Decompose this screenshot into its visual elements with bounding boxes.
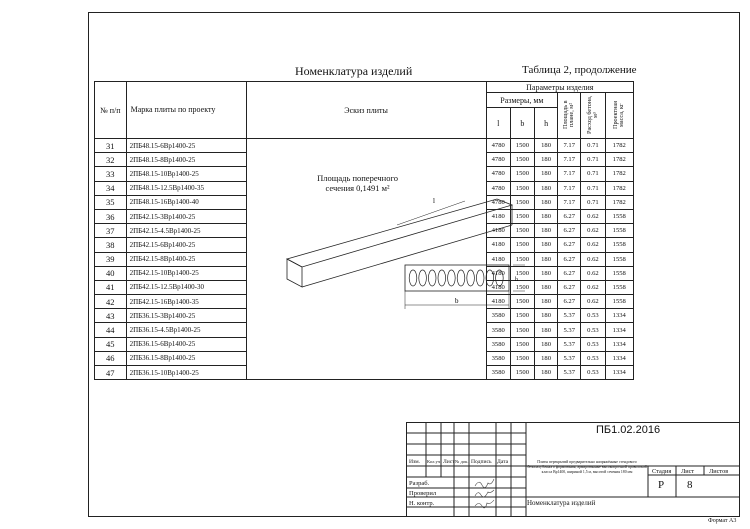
sketch-caption-line-2: сечения 0,1491 м² xyxy=(325,183,390,194)
row-h: 180 xyxy=(535,224,558,238)
stadia-value: Р xyxy=(658,479,665,491)
row-concrete: 0.53 xyxy=(581,323,605,337)
slab-void xyxy=(409,270,417,286)
sheet-title: Номенклатура изделий xyxy=(527,499,596,507)
row-h: 180 xyxy=(535,167,558,181)
row-mass: 1782 xyxy=(605,167,633,181)
row-mark: 2ПБ42.15-4.5Вр1400-25 xyxy=(126,224,246,238)
row-b: 1500 xyxy=(510,209,534,223)
row-area: 6.27 xyxy=(558,295,581,309)
row-number: 42 xyxy=(95,295,127,309)
row-number: 34 xyxy=(95,181,127,195)
row-concrete: 0.62 xyxy=(581,209,605,223)
row-l: 3580 xyxy=(486,323,510,337)
row-h: 180 xyxy=(535,366,558,380)
row-mark: 2ПБ42.15-3Вр1400-25 xyxy=(126,209,246,223)
row-mark: 2ПБ36.15-6Вр1400-25 xyxy=(126,337,246,351)
row-b: 1500 xyxy=(510,139,534,153)
row-l: 3580 xyxy=(486,337,510,351)
document-code: ПБ1.02.2016 xyxy=(596,424,661,436)
row-mark: 2ПБ48.15-16Вр1400-40 xyxy=(126,195,246,209)
row-mark: 2ПБ48.15-8Вр1400-25 xyxy=(126,153,246,167)
row-b: 1500 xyxy=(510,295,534,309)
table-caption: Таблица 2, продолжение xyxy=(522,64,637,76)
header-h: h xyxy=(535,108,558,139)
row-b: 1500 xyxy=(510,351,534,365)
row-mass: 1334 xyxy=(605,337,633,351)
row-h: 180 xyxy=(535,295,558,309)
nomenclature-table xyxy=(94,81,634,380)
stadia-label: Стадия xyxy=(652,468,672,475)
proveril-label: Проверил xyxy=(409,490,437,497)
row-area: 6.27 xyxy=(558,238,581,252)
col-izm: Изм. xyxy=(409,459,421,465)
row-area: 5.37 xyxy=(558,323,581,337)
row-mass: 1334 xyxy=(605,323,633,337)
slab-void xyxy=(447,270,455,286)
row-mark: 2ПБ42.15-8Вр1400-25 xyxy=(126,252,246,266)
row-h: 180 xyxy=(535,280,558,294)
listov-label: Листов xyxy=(709,468,729,475)
header-b: b xyxy=(510,108,534,139)
row-h: 180 xyxy=(535,266,558,280)
row-number: 37 xyxy=(95,224,127,238)
table-row xyxy=(95,139,634,153)
row-mass: 1558 xyxy=(605,295,633,309)
row-mass: 1782 xyxy=(605,195,633,209)
row-l: 4780 xyxy=(486,195,510,209)
format-label: Формат А3 xyxy=(708,518,737,524)
row-b: 1500 xyxy=(510,266,534,280)
signatures xyxy=(472,478,496,516)
row-mark: 2ПБ36.15-4.5Вр1400-25 xyxy=(126,323,246,337)
row-concrete: 0.62 xyxy=(581,280,605,294)
row-concrete: 0.62 xyxy=(581,238,605,252)
row-h: 180 xyxy=(535,337,558,351)
row-l: 3580 xyxy=(486,309,510,323)
row-l: 4780 xyxy=(486,153,510,167)
slab-void xyxy=(438,270,446,286)
row-area: 6.27 xyxy=(558,266,581,280)
sketch-label-h: h xyxy=(514,277,518,283)
row-concrete: 0.71 xyxy=(581,153,605,167)
row-mass: 1558 xyxy=(605,266,633,280)
row-concrete: 0.71 xyxy=(581,139,605,153)
row-mark: 2ПБ36.15-10Вр1400-25 xyxy=(126,366,246,380)
col-ndok: № док. xyxy=(455,459,469,464)
row-number: 47 xyxy=(95,366,127,380)
row-area: 6.27 xyxy=(558,209,581,223)
header-sizes: Размеры, мм xyxy=(486,93,558,108)
header-concrete: Расход бетона, м³ xyxy=(581,93,605,139)
row-h: 180 xyxy=(535,351,558,365)
row-concrete: 0.53 xyxy=(581,351,605,365)
row-l: 4780 xyxy=(486,181,510,195)
header-num: № п/п xyxy=(95,82,127,139)
header-params: Параметры изделия xyxy=(486,82,633,93)
row-mass: 1334 xyxy=(605,351,633,365)
row-number: 38 xyxy=(95,238,127,252)
row-mass: 1334 xyxy=(605,366,633,380)
row-mark: 2ПБ36.15-8Вр1400-25 xyxy=(126,351,246,365)
row-concrete: 0.62 xyxy=(581,266,605,280)
slab-void xyxy=(457,270,465,286)
row-h: 180 xyxy=(535,309,558,323)
row-b: 1500 xyxy=(510,224,534,238)
nkontr-label: Н. контр. xyxy=(409,500,435,507)
row-area: 5.37 xyxy=(558,337,581,351)
row-number: 33 xyxy=(95,167,127,181)
row-h: 180 xyxy=(535,252,558,266)
row-b: 1500 xyxy=(510,366,534,380)
row-mass: 1558 xyxy=(605,224,633,238)
row-area: 7.17 xyxy=(558,153,581,167)
row-number: 35 xyxy=(95,195,127,209)
row-mark: 2ПБ42.15-6Вр1400-25 xyxy=(126,238,246,252)
row-concrete: 0.62 xyxy=(581,295,605,309)
row-h: 180 xyxy=(535,323,558,337)
col-koluch: Кол.уч. xyxy=(427,459,442,464)
list-label: Лист xyxy=(681,468,695,475)
row-b: 1500 xyxy=(510,153,534,167)
row-l: 4780 xyxy=(486,139,510,153)
sketch-label-b: b xyxy=(454,297,459,305)
row-l: 4180 xyxy=(486,252,510,266)
row-area: 7.17 xyxy=(558,195,581,209)
row-area: 5.37 xyxy=(558,309,581,323)
slab-void xyxy=(428,270,436,286)
razrab-label: Разраб. xyxy=(409,480,430,487)
row-h: 180 xyxy=(535,209,558,223)
row-l: 4180 xyxy=(486,295,510,309)
row-number: 43 xyxy=(95,309,127,323)
row-concrete: 0.53 xyxy=(581,366,605,380)
row-area: 7.17 xyxy=(558,167,581,181)
row-number: 45 xyxy=(95,337,127,351)
row-mark: 2ПБ48.15-12.5Вр1400-35 xyxy=(126,181,246,195)
row-area: 5.37 xyxy=(558,351,581,365)
row-mass: 1782 xyxy=(605,139,633,153)
row-mark: 2ПБ48.15-10Вр1400-25 xyxy=(126,167,246,181)
row-b: 1500 xyxy=(510,280,534,294)
row-mark: 2ПБ42.15-16Вр1400-35 xyxy=(126,295,246,309)
row-mass: 1558 xyxy=(605,238,633,252)
row-l: 4180 xyxy=(486,238,510,252)
row-mark: 2ПБ48.15-6Вр1400-25 xyxy=(126,139,246,153)
row-b: 1500 xyxy=(510,323,534,337)
row-number: 46 xyxy=(95,351,127,365)
row-area: 5.37 xyxy=(558,366,581,380)
row-h: 180 xyxy=(535,153,558,167)
row-concrete: 0.71 xyxy=(581,181,605,195)
row-mark: 2ПБ36.15-3Вр1400-25 xyxy=(126,309,246,323)
row-area: 7.17 xyxy=(558,181,581,195)
row-number: 39 xyxy=(95,252,127,266)
list-value: 8 xyxy=(687,479,693,491)
row-l: 3580 xyxy=(486,366,510,380)
row-concrete: 0.62 xyxy=(581,252,605,266)
header-sketch: Эскиз плиты xyxy=(246,82,486,139)
row-l: 4180 xyxy=(486,280,510,294)
col-list: Лист xyxy=(443,459,455,465)
title-block-description: Плиты перекрытий предварительно напряжённые стендового безопалубочного формования, армированные высокопрочной проволокой класса Вр1400, шириной 1,5 м, высотой сечения 180 мм xyxy=(527,460,647,474)
row-l: 3580 xyxy=(486,351,510,365)
row-area: 6.27 xyxy=(558,252,581,266)
row-h: 180 xyxy=(535,139,558,153)
slab-void xyxy=(418,270,426,286)
row-l: 4180 xyxy=(486,209,510,223)
row-b: 1500 xyxy=(510,181,534,195)
row-number: 40 xyxy=(95,266,127,280)
row-mark: 2ПБ42.15-10Вр1400-25 xyxy=(126,266,246,280)
row-concrete: 0.53 xyxy=(581,309,605,323)
row-number: 36 xyxy=(95,209,127,223)
row-b: 1500 xyxy=(510,252,534,266)
row-concrete: 0.53 xyxy=(581,337,605,351)
row-mass: 1782 xyxy=(605,181,633,195)
row-b: 1500 xyxy=(510,167,534,181)
document-title: Номенклатура изделий xyxy=(295,64,413,78)
header-l: l xyxy=(486,108,510,139)
row-concrete: 0.71 xyxy=(581,167,605,181)
slab-void xyxy=(466,270,474,286)
row-b: 1500 xyxy=(510,309,534,323)
row-l: 4180 xyxy=(486,266,510,280)
row-number: 44 xyxy=(95,323,127,337)
row-mass: 1334 xyxy=(605,309,633,323)
row-concrete: 0.71 xyxy=(581,195,605,209)
row-number: 41 xyxy=(95,280,127,294)
sketch-label-l: l xyxy=(432,197,435,205)
col-data: Дата xyxy=(497,459,509,465)
row-h: 180 xyxy=(535,195,558,209)
row-b: 1500 xyxy=(510,337,534,351)
row-l: 4180 xyxy=(486,224,510,238)
row-number: 31 xyxy=(95,139,127,153)
slab-void xyxy=(476,270,484,286)
row-h: 180 xyxy=(535,181,558,195)
row-area: 6.27 xyxy=(558,224,581,238)
row-b: 1500 xyxy=(510,195,534,209)
row-mass: 1558 xyxy=(605,280,633,294)
row-b: 1500 xyxy=(510,238,534,252)
header-area: Площадь в плане, м² xyxy=(558,93,581,139)
row-h: 180 xyxy=(535,238,558,252)
row-mass: 1558 xyxy=(605,209,633,223)
row-area: 6.27 xyxy=(558,280,581,294)
row-concrete: 0.62 xyxy=(581,224,605,238)
row-l: 4780 xyxy=(486,167,510,181)
sketch-caption-line-1: Площадь поперечного xyxy=(317,173,398,183)
row-mass: 1558 xyxy=(605,252,633,266)
row-mark: 2ПБ42.15-12.5Вр1400-30 xyxy=(126,280,246,294)
row-area: 7.17 xyxy=(558,139,581,153)
header-mass: Проектная масса, кг xyxy=(605,93,633,139)
header-mark: Марка плиты по проекту xyxy=(126,82,246,139)
row-mass: 1782 xyxy=(605,153,633,167)
col-podpis: Подпись xyxy=(471,459,492,465)
row-number: 32 xyxy=(95,153,127,167)
